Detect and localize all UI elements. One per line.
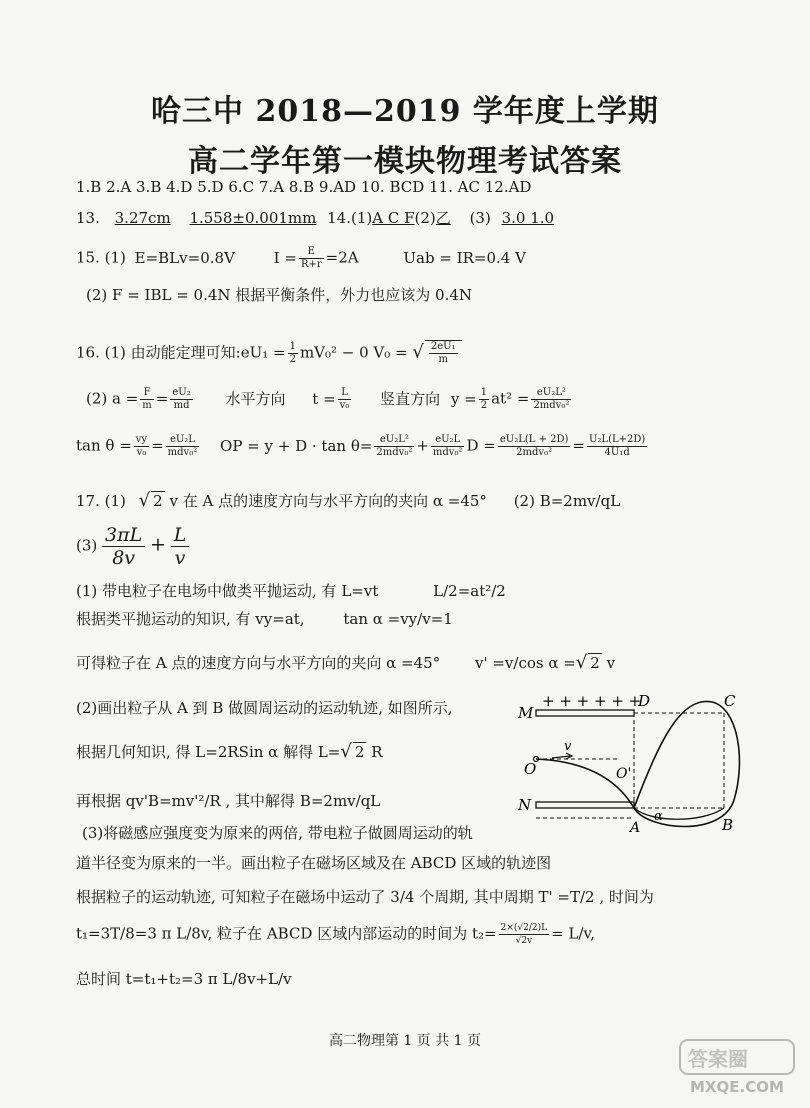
q17-solution-3: 可得粒子在 A 点的速度方向与水平方向的夹向 α =45° v' =v/cos α =√ 2 v: [76, 652, 616, 673]
label-c: C: [724, 692, 736, 710]
q15-uab: Uab = IR=0.4 V: [403, 248, 526, 267]
q13-label: 13.: [76, 209, 100, 227]
svg-text:答案圈: 答案圈: [688, 1047, 748, 1071]
q14-3-label: (3): [469, 209, 491, 227]
q17-t2-fraction: $\frac{2\times(√2/2)L}{√2v}$: [500, 923, 548, 946]
q14-answer-2: 乙: [435, 209, 451, 227]
q17-s3-sqrt: 2: [590, 654, 600, 672]
q17-s3-b: v' =v/cos α =: [474, 654, 576, 672]
q16-line3: tan θ = $\frac{vy}{\text{v₀}}$ = $\frac{\text{eU₂L}}{\text{mdv₀²}}$ OP = y + D · tan θ= $\frac{\text{eU₂L²}}{\text{2mdv₀²}}$ + $\frac{\text{eU₂L}}{\text{mdv₀²}}$ D = $\frac{\text{eU₂L(L + 2D)}}{\text{2mdv₀²}}$ = $\frac{\text{U₂L(L+2D)}}{\text{4U₁d}}$: [76, 434, 646, 458]
q17-solution-1: [76, 580, 506, 601]
label-v: v: [564, 739, 572, 754]
q16-f-over-m: $\frac{F}{m}$: [142, 387, 152, 411]
q17-3piL-8v: $\frac{3\pi L}{8v}$: [102, 524, 145, 569]
q14-answer-3: 3.0 1.0: [501, 209, 555, 227]
page-title-line2: 高二学年第一模块物理考试答案: [188, 144, 622, 179]
q17-line1-text: v 在 A 点的速度方向与水平方向的夹向 α =45°: [169, 492, 487, 510]
q17-s1-b: L/2=at²/2: [433, 582, 506, 600]
watermark-text: MXQE.COM: [690, 1078, 784, 1096]
q17-plus: +: [150, 533, 166, 556]
q16-line1-text: 16. (1) 由动能定理可知:eU₁ =: [76, 343, 286, 362]
q16-tan-fraction: $\frac{\text{eU₂L}}{\text{mdv₀²}}$: [167, 434, 198, 458]
q17-s5-a: 根据几何知识, 得 L=2RSin α 解得 L=: [76, 743, 341, 761]
plate-n: [536, 802, 634, 808]
q17-solution-10: [76, 922, 595, 947]
q17-solution-4: (2)画出粒子从 A 到 B 做圆周运动的运动轨迹, 如图所示,: [76, 699, 453, 717]
trajectory-diagram: [512, 688, 762, 838]
q16-y-fraction: $\frac{\text{eU₂L²}}{\text{2mdv₀²}}$: [533, 387, 570, 411]
q16-op-label: OP = y + D · tan θ=: [220, 436, 373, 455]
q16-line2: (2) a = $\frac{F}{m}$ = $\frac{\text{eU₂}}{md}$ 水平方向 t = $\frac{L}{\text{v₀}}$ 竖直方向 y = $\frac{1}{2}$ at² = $\frac{\text{eU₂L²}}{\text{2mdv₀²}}$: [86, 387, 570, 411]
label-b: B: [722, 816, 734, 834]
q17-sqrt2: 2: [153, 492, 163, 510]
q16-half-fraction: $\frac{1}{2}$: [289, 341, 296, 365]
label-alpha: α: [654, 809, 663, 824]
site-watermark-logo: [678, 1038, 796, 1096]
label-d: D: [638, 692, 651, 710]
q13-answer-b: 1.558±0.001mm: [189, 209, 317, 227]
q14-answer-1: A C F: [372, 209, 415, 227]
q14-label: 14.(1): [327, 209, 373, 227]
q17-prefix: 17. (1): [76, 492, 126, 510]
q17-part2-answer: (2) B=2mv/qL: [513, 492, 621, 510]
q13-14-answers: [76, 207, 554, 228]
q17-s3-a: 可得粒子在 A 点的速度方向与水平方向的夹向 α =45°: [76, 654, 441, 672]
q17-solution-9: 根据粒子的运动轨迹, 可知粒子在磁场中运动了 3/4 个周期, 其中周期 T' =T/2 , 时间为: [76, 888, 654, 906]
plate-m: [536, 710, 634, 716]
q15-emf: E=BLv=0.8V: [134, 248, 235, 267]
q17-s10-a: t₁=3T/8=3 π L/8v, 粒子在 ABCD 区域内部运动的时间为 t₂=: [76, 924, 497, 943]
q16-op-f1: $\frac{\text{eU₂L²}}{\text{2mdv₀²}}$: [376, 434, 413, 458]
q16-l-over-v0: $\frac{L}{\text{v₀}}$: [339, 387, 350, 411]
arc-to-b: [634, 808, 724, 819]
q16-vertical-label: 竖直方向: [380, 389, 441, 408]
q17-s2-a: 根据类平抛运动的知识, 有 vy=at,: [76, 610, 305, 628]
q16-op-f3: $\frac{\text{eU₂L(L + 2D)}}{\text{2mdv₀²}}$: [499, 434, 569, 458]
label-o-prime: O': [616, 766, 632, 782]
q17-s10-b: = L/v,: [551, 924, 595, 943]
label-n: N: [518, 796, 532, 814]
label-a: A: [630, 820, 641, 836]
q17-line2: [76, 524, 189, 569]
q16-line1: 16. (1) 由动能定理可知:eU₁ = $\frac{1}{2}$ mV₀² − 0 V₀ = √ $\frac{\text{2eU₁}}{m}$: [76, 340, 462, 366]
q15-part1-label: 15. (1): [76, 248, 126, 267]
q17-solution-8: 道半径变为原来的一半。画出粒子在磁场区域及在 ABCD 区域的轨迹图: [76, 854, 552, 872]
q17-solution-7: (3)将磁感应强度变为原来的两倍, 带电粒子做圆周运动的轨: [82, 824, 473, 842]
q16-tan-label: tan θ =: [76, 436, 132, 455]
q16-v0-sqrt: $\frac{\text{2eU₁}}{m}$: [425, 340, 462, 366]
q16-horizontal-label: 水平方向: [225, 389, 286, 408]
q16-t-label: t =: [312, 389, 336, 408]
q17-s3-c: v: [606, 654, 616, 672]
q17-solution-5: 根据几何知识, 得 L=2RSin α 解得 L=√ 2 R: [76, 741, 383, 762]
q17-s1-a: (1) 带电粒子在电场中做类平抛运动, 有 L=vt: [76, 582, 379, 600]
q16-d-label: D =: [466, 436, 496, 455]
q17-part3-label: (3): [76, 536, 98, 555]
q17-solution-11: 总时间 t=t₁+t₂=3 π L/8v+L/v: [76, 970, 292, 988]
q16-eu2-over-md: $\frac{\text{eU₂}}{md}$: [172, 387, 191, 411]
q15-current-left: I =: [273, 248, 297, 267]
q17-line1: 17. (1) √ 2 v 在 A 点的速度方向与水平方向的夹向 α =45° (2) B=2mv/qL: [76, 490, 621, 511]
q17-L-v: $\frac{L}{v}$: [171, 524, 190, 569]
q16-half-2: $\frac{1}{2}$: [480, 387, 488, 411]
q16-a-label: (2) a =: [86, 389, 139, 408]
label-o: O: [524, 760, 537, 778]
q16-vy-v0: $\frac{vy}{\text{v₀}}$: [135, 434, 148, 458]
q16-y-label: y =: [450, 389, 477, 408]
q17-solution-6: 再根据 qv'B=mv'²/R , 其中解得 B=2mv/qL: [76, 792, 381, 810]
q13-answer-a: 3.27cm: [114, 209, 171, 227]
q16-op-f2: $\frac{\text{eU₂L}}{\text{mdv₀²}}$: [432, 434, 463, 458]
diagram-plus-signs: + + + + + +: [542, 692, 642, 710]
q15-part2: (2) F = IBL = 0.4N 根据平衡条件，外力也应该为 0.4N: [86, 286, 473, 304]
q16-op-result: $\frac{\text{U₂L(L+2D)}}{\text{4U₁d}}$: [589, 434, 646, 458]
q16-line1-mid: mV₀² − 0 V₀ =: [299, 343, 408, 362]
q16-at2: at² =: [491, 389, 530, 408]
q17-s5-sqrt: 2: [354, 743, 365, 761]
q14-2-label: (2): [414, 209, 436, 227]
label-m: M: [518, 704, 534, 722]
q17-s5-b: R: [371, 743, 383, 761]
choice-answers: 1.B 2.A 3.B 4.D 5.D 6.C 7.A 8.B 9.AD 10. BCD 11. AC 12.AD: [76, 178, 532, 196]
page-footer: 高二物理第 1 页 共 1 页: [328, 1033, 482, 1049]
q17-s2-b: tan α =vy/v=1: [343, 610, 453, 628]
q15-current-fraction: $\frac{E}{R+r}$: [300, 246, 322, 270]
q15-current-right: =2A: [325, 248, 359, 267]
page-title-line1: 哈三中 2018—2019 学年度上学期: [151, 94, 659, 129]
q15-line1: [76, 246, 526, 271]
q17-solution-2: [76, 608, 453, 629]
